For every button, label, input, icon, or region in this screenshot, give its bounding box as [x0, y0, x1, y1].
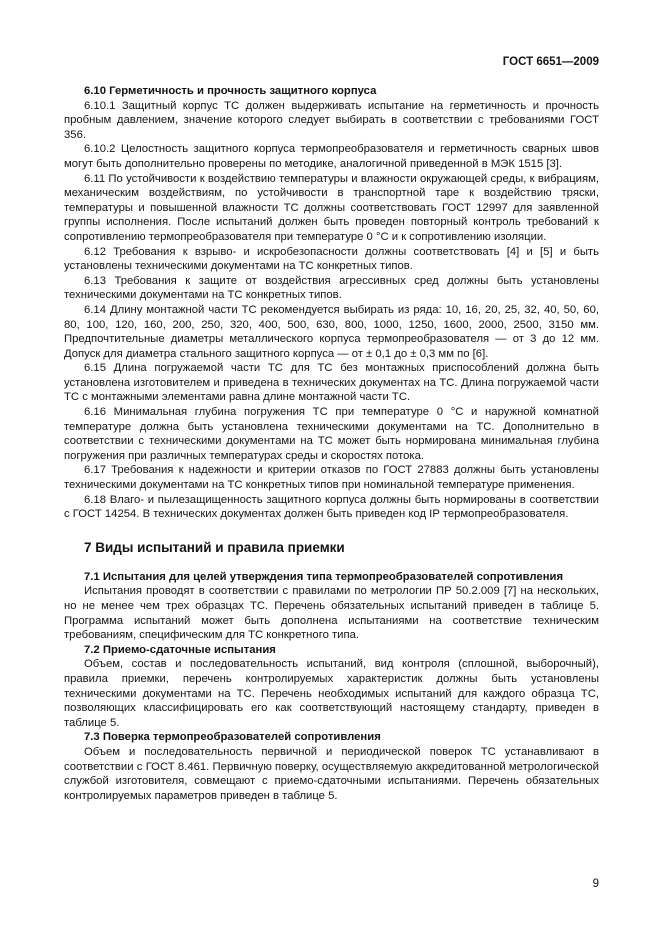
paragraph: 6.13 Требования к защите от воздействия агрессивных сред должны быть установлены техническими документами на ТС конкретных типов.: [64, 274, 599, 302]
paragraph: 6.16 Минимальная глубина погружения ТС при температуре 0 °С и наружной комнатной температуре должна быть установлена техническими документами на ТС. Дополнительно в соответствии с техническими документами на ТС может быть нормирована минимальная глубина погружения при различных температурах среды и скоростях потока.: [64, 406, 599, 462]
subsection-heading: 6.10 Герметичность и прочность защитного корпуса: [84, 85, 377, 97]
paragraph: Испытания проводят в соответствии с правилами по метрологии ПР 50.2.009 [7] на нескольких, но не менее чем трех образцах ТС. Перечень обязательных испытаний приведен в таблице 5. Программа испытаний может быть дополнена испытаниями на соответствие техническим требованиям, специфическим для ТС конкретного типа.: [64, 585, 599, 642]
page-number: 9: [592, 878, 599, 890]
paragraph: 6.15 Длина погружаемой части ТС для ТС без монтажных приспособлений должна быть установлена изготовителем и приведена в технических документах на ТС. Длина погружаемой части ТС с монтажными элементами равна длине монтажной части ТС.: [64, 362, 599, 404]
paragraph: 6.11 По устойчивости к воздействию температуры и влажности окружающей среды, к вибрациям, механическим воздействиям, по устойчивости в транспортной таре к воздействию тряски, температуры и повышенной влажности ТС должны соответствовать ГОСТ 12997 для заявленной группы исполнения. После испытаний должен быть проведен повторный контроль требований к сопротивлению термопреобразователя при температуре 0 °С и к сопротивлению изоляции.: [64, 172, 599, 243]
paragraph: 6.14 Длину монтажной части ТС рекомендуется выбирать из ряда: 10, 16, 20, 25, 32, 40, 50, 60, 80, 100, 120, 160, 200, 250, 320, 400, 500, 630, 800, 1000, 1250, 1600, 2000, 2500, 3150 мм. Предпочтительные диаметры металлического корпуса термопреобразователя — от 3 до 12 мм. Допуск для диаметра стального защитного корпуса — от ± 0,1 до ± 0,3 мм по [6].: [64, 303, 599, 360]
subsection-heading: 7.1 Испытания для целей утверждения типа термопреобразователей сопротивления: [84, 570, 564, 583]
paragraph: Объем и последовательность первичной и периодической поверок ТС устанавливают в соответствии с ГОСТ 8.461. Первичную поверку, осуществляемую аккредитованной метрологической службой изготовителя, совмещают с приемо-сдаточными испытаниями. Перечень обязательных контролируемых параметров приведен в таблице 5.: [64, 745, 599, 802]
paragraph: 6.18 Влаго- и пылезащищенность защитного корпуса должны быть нормированы в соответствии с ГОСТ 14254. В технических документах должен быть приведен код IP термопреобразователя.: [64, 493, 599, 521]
paragraph: 6.12 Требования к взрыво- и искробезопасности должны соответствовать [4] и [5] и быть установлены техническими документами на ТС конкретных типов.: [64, 245, 599, 273]
subsection-heading: 7.2 Приемо-сдаточные испытания: [84, 643, 276, 656]
document-header: ГОСТ 6651—2009: [502, 56, 599, 68]
section-heading: 7 Виды испытаний и правила приемки: [84, 539, 345, 555]
document-content: [64, 84, 599, 803]
subsection-heading: 7.3 Поверка термопреобразователей сопротивления: [84, 731, 381, 744]
paragraph: 6.10.2 Целостность защитного корпуса термопреобразователя и герметичность сварных швов могут быть дополнительно проверены по методике, аналогичной приведенной в МЭК 1515 [3].: [64, 143, 599, 170]
paragraph: 6.10.1 Защитный корпус ТС должен выдерживать испытание на герметичность и прочность пробным давлением, значение которого следует выбирать в соответствии с требованиями ГОСТ 356.: [64, 99, 599, 141]
paragraph: Объем, состав и последовательность испытаний, вид контроля (сплошной, выборочный), правила приемки, перечень контролируемых характеристик должны быть установлены техническими документами на ТС. Перечень необходимых испытаний для каждого образца ТС, позволяющих классифицировать его как соответствующий настоящему стандарту, приведен в таблице 5.: [64, 658, 599, 729]
paragraph: 6.17 Требования к надежности и критерии отказов по ГОСТ 27883 должны быть установлены техническими документами на ТС конкретных типов при номинальной температуре применения.: [64, 464, 599, 492]
